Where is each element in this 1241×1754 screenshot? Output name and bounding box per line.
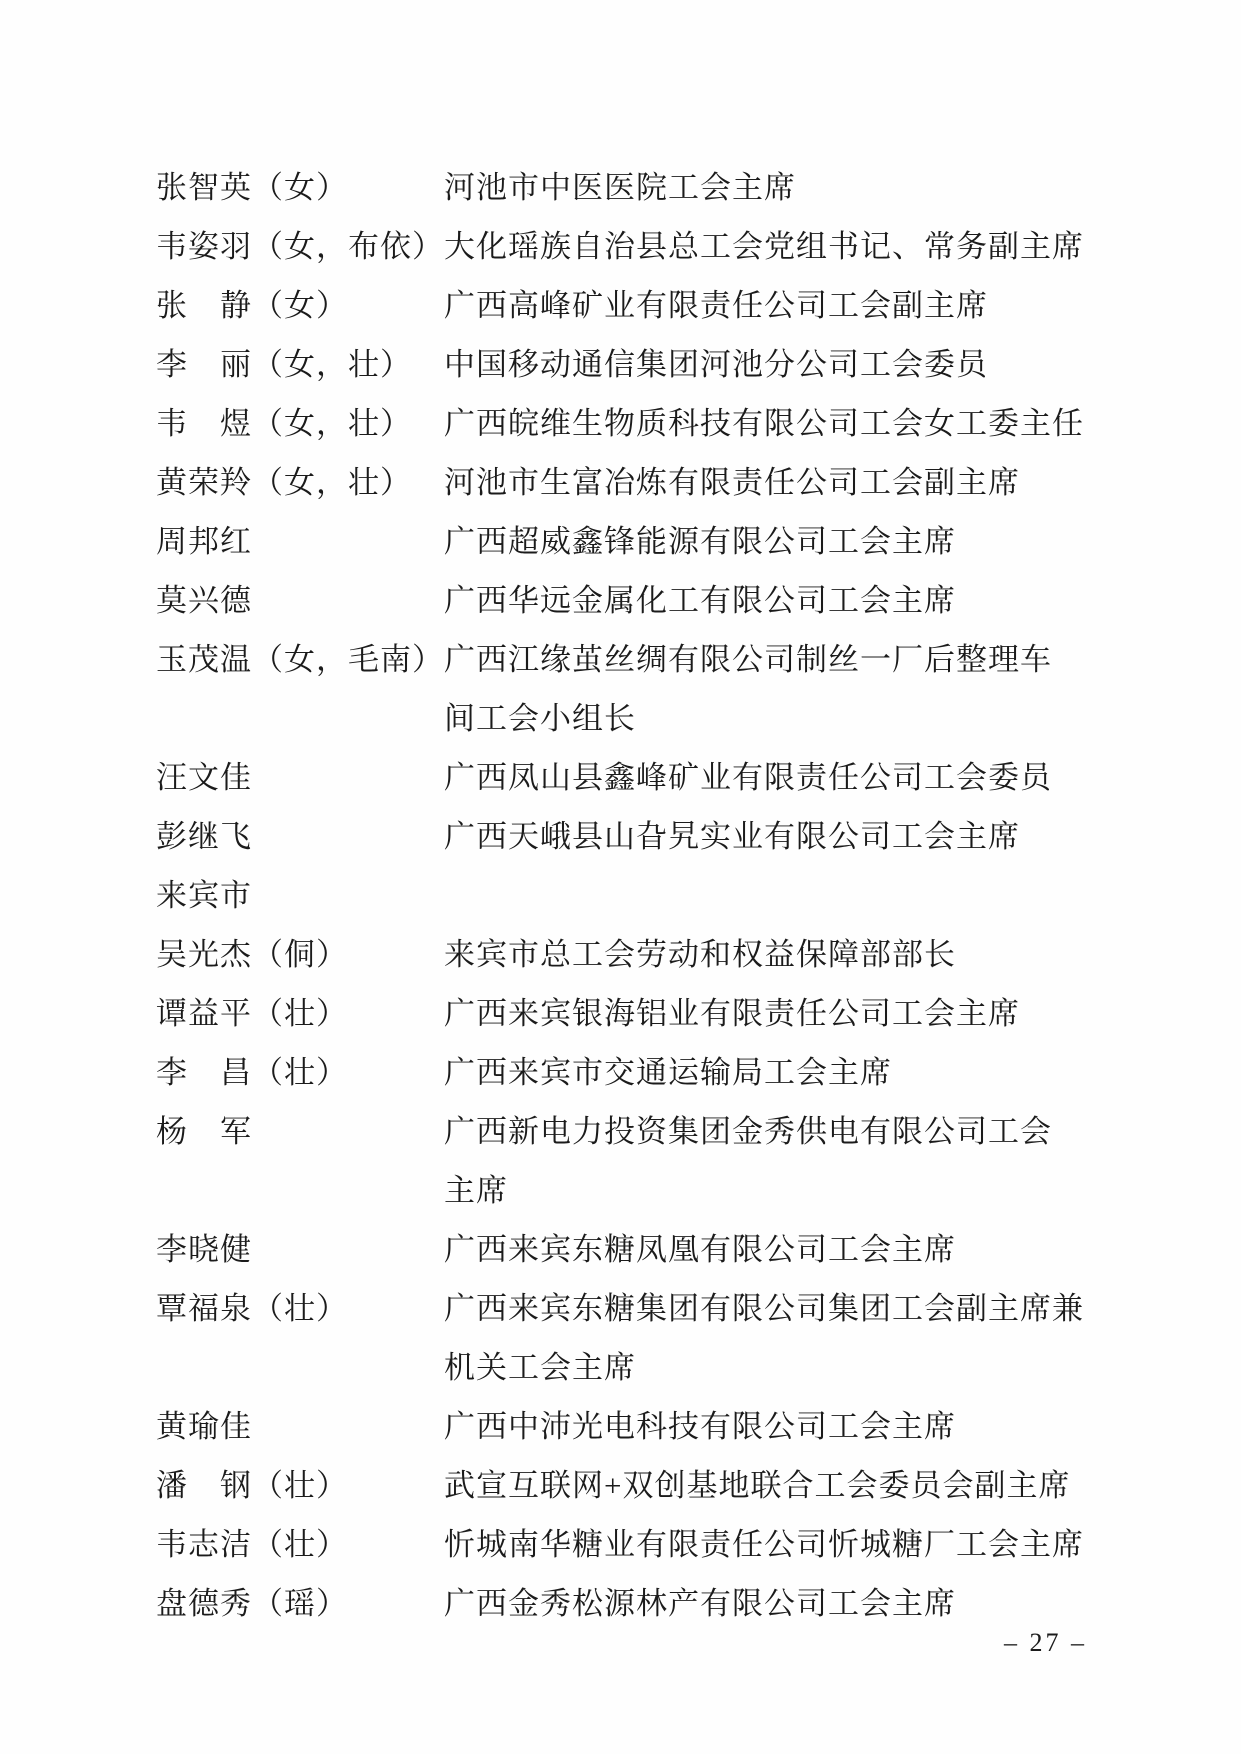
person-name: 张智英（女） (156, 170, 348, 205)
person-position: 广西新电力投资集团金秀供电有限公司工会 (444, 1114, 1052, 1149)
person-name: 玉茂温（女，毛南） (156, 642, 444, 677)
section-row (156, 863, 1101, 922)
person-position: 广西来宾东糖凤凰有限公司工会主席 (444, 1232, 956, 1267)
table-row (156, 804, 1101, 863)
table-row (156, 922, 1101, 981)
city-section-label: 来宾市 (156, 878, 252, 913)
person-position: 广西华远金属化工有限公司工会主席 (444, 583, 956, 618)
table-row (156, 509, 1101, 568)
table-row (156, 1099, 1101, 1158)
table-row (156, 1571, 1101, 1630)
table-row (156, 332, 1101, 391)
person-position: 来宾市总工会劳动和权益保障部部长 (444, 937, 956, 972)
table-row (156, 1276, 1101, 1335)
table-row (156, 568, 1101, 627)
person-name: 李 丽（女，壮） (156, 347, 412, 382)
person-position: 河池市生富冶炼有限责任公司工会副主席 (444, 465, 1020, 500)
person-position: 机关工会主席 (444, 1350, 636, 1385)
table-row (156, 155, 1101, 214)
person-position: 广西来宾银海铝业有限责任公司工会主席 (444, 996, 1020, 1031)
person-position: 广西天峨县山旮旯实业有限公司工会主席 (444, 819, 1020, 854)
person-name: 韦志洁（壮） (156, 1527, 348, 1562)
person-name: 周邦红 (156, 524, 252, 559)
person-name: 潘 钢（壮） (156, 1468, 348, 1503)
person-position: 广西江缘茧丝绸有限公司制丝一厂后整理车 (444, 642, 1052, 677)
roster-list (156, 155, 1101, 1630)
person-name: 莫兴德 (156, 583, 252, 618)
table-row (156, 1158, 1101, 1217)
table-row (156, 273, 1101, 332)
person-name: 盘德秀（瑶） (156, 1586, 348, 1621)
person-position: 广西高峰矿业有限责任公司工会副主席 (444, 288, 988, 323)
person-name: 李 昌（壮） (156, 1055, 348, 1090)
table-row (156, 745, 1101, 804)
person-name: 汪文佳 (156, 760, 252, 795)
person-position: 广西金秀松源林产有限公司工会主席 (444, 1586, 956, 1621)
person-position: 广西超威鑫锋能源有限公司工会主席 (444, 524, 956, 559)
table-row (156, 981, 1101, 1040)
person-name: 谭益平（壮） (156, 996, 348, 1031)
person-name: 韦姿羽（女，布依） (156, 229, 444, 264)
person-position: 河池市中医医院工会主席 (444, 170, 796, 205)
table-row (156, 1040, 1101, 1099)
person-name: 杨 军 (156, 1114, 252, 1149)
person-name: 李晓健 (156, 1232, 252, 1267)
person-name: 黄荣羚（女，壮） (156, 465, 412, 500)
person-position: 主席 (444, 1173, 508, 1208)
person-position: 大化瑶族自治县总工会党组书记、常务副主席 (444, 229, 1084, 264)
person-position: 忻城南华糖业有限责任公司忻城糖厂工会主席 (444, 1527, 1084, 1562)
page-number: – 27 – (1004, 1628, 1087, 1657)
person-name: 吴光杰（侗） (156, 937, 348, 972)
table-row (156, 391, 1101, 450)
person-position: 武宣互联网+双创基地联合工会委员会副主席 (444, 1468, 1071, 1503)
person-name: 覃福泉（壮） (156, 1291, 348, 1326)
person-name: 张 静（女） (156, 288, 348, 323)
table-row (156, 1335, 1101, 1394)
table-row (156, 1217, 1101, 1276)
table-row (156, 1394, 1101, 1453)
person-position: 广西凤山县鑫峰矿业有限责任公司工会委员 (444, 760, 1052, 795)
person-position: 广西来宾市交通运输局工会主席 (444, 1055, 892, 1090)
person-position: 中国移动通信集团河池分公司工会委员 (444, 347, 988, 382)
table-row (156, 627, 1101, 686)
person-name: 彭继飞 (156, 819, 252, 854)
table-row (156, 214, 1101, 273)
table-row (156, 1512, 1101, 1571)
table-row (156, 1453, 1101, 1512)
table-row (156, 450, 1101, 509)
table-row (156, 686, 1101, 745)
person-position: 广西皖维生物质科技有限公司工会女工委主任 (444, 406, 1084, 441)
person-position: 间工会小组长 (444, 701, 636, 736)
person-name: 黄瑜佳 (156, 1409, 252, 1444)
person-position: 广西中沛光电科技有限公司工会主席 (444, 1409, 956, 1444)
person-name: 韦 煜（女，壮） (156, 406, 412, 441)
person-position: 广西来宾东糖集团有限公司集团工会副主席兼 (444, 1291, 1084, 1326)
